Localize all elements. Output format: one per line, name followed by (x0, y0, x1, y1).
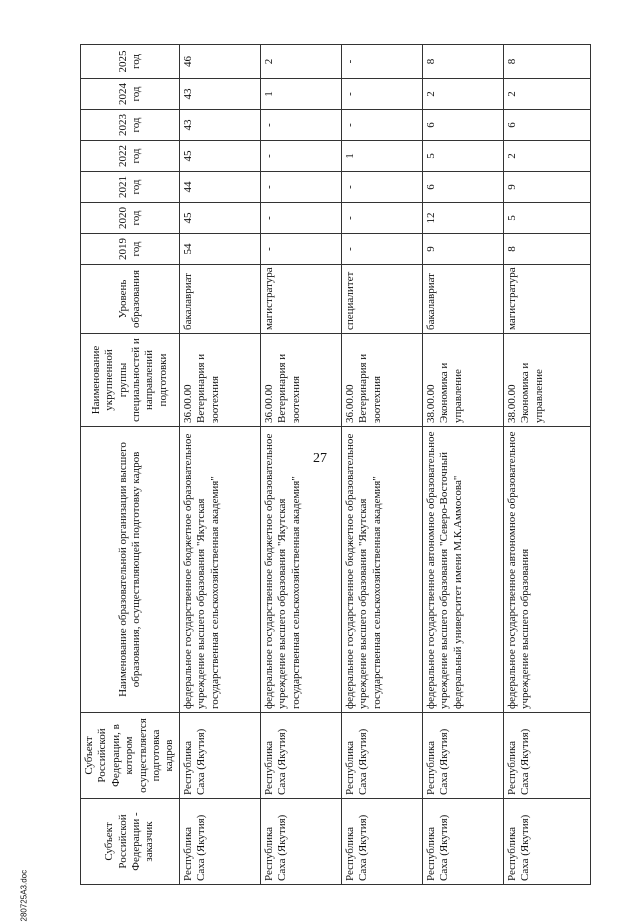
table-container (80, 45, 545, 885)
cell-customer-region: Республика Саха (Якутия) (179, 799, 260, 885)
header-year-2022: 2022 год (81, 141, 180, 172)
cell-2020: 45 (179, 203, 260, 234)
cell-2023: 6 (422, 110, 503, 141)
cell-2021: 9 (503, 172, 590, 203)
cell-2024: 2 (422, 79, 503, 110)
cell-2022: 1 (341, 141, 422, 172)
table-row (179, 45, 260, 885)
cell-2024: 2 (503, 79, 590, 110)
header-year-2019: 2019 год (81, 234, 180, 265)
cell-2022: 45 (179, 141, 260, 172)
cell-2024: 43 (179, 79, 260, 110)
table-row (341, 45, 422, 885)
document-filename: 280725A3.doc (19, 869, 29, 922)
cell-2024: 1 (260, 79, 341, 110)
header-year-2025: 2025 год (81, 45, 180, 79)
cell-education-level: бакалавриат (179, 265, 260, 334)
cell-2025: 2 (260, 45, 341, 79)
cell-2019: - (341, 234, 422, 265)
cell-organization: федеральное государственное бюджетное образовательное учреждение высшего образования "Якутская государственная сельскохозяйственная академия" (179, 427, 260, 713)
cell-2021: - (260, 172, 341, 203)
cell-specialty-group: 38.00.00 Экономика и управление (503, 334, 590, 427)
table-row (260, 45, 341, 885)
cell-2020: - (260, 203, 341, 234)
header-customer-region: Субъект Российской Федерации - заказчик (81, 799, 180, 885)
cell-education-level: магистратура (503, 265, 590, 334)
cell-customer-region: Республика Саха (Якутия) (422, 799, 503, 885)
cell-2019: - (260, 234, 341, 265)
cell-training-region: Республика Саха (Якутия) (179, 713, 260, 799)
table-row (503, 45, 590, 885)
table-header-row (81, 45, 180, 885)
cell-2019: 54 (179, 234, 260, 265)
table-row (422, 45, 503, 885)
cell-2021: - (341, 172, 422, 203)
cell-2020: 12 (422, 203, 503, 234)
header-specialty-group: Наименование укрупненной группы специальностей и направлений подготовки (81, 334, 180, 427)
training-quota-table (80, 44, 591, 885)
cell-education-level: бакалавриат (422, 265, 503, 334)
cell-organization: федеральное государственное автономное образовательное учреждение высшего образования "Северо-Восточный федеральный университет имени М.К.Аммосова" (422, 427, 503, 713)
header-year-2021: 2021 год (81, 172, 180, 203)
cell-education-level: магистратура (260, 265, 341, 334)
cell-2022: - (260, 141, 341, 172)
cell-organization: федеральное государственное автономное образовательное учреждение высшего образования (503, 427, 590, 713)
header-year-2020: 2020 год (81, 203, 180, 234)
cell-2020: - (341, 203, 422, 234)
header-training-region: Субъект Российской Федерации, в котором осуществляется подготовка кадров (81, 713, 180, 799)
cell-organization: федеральное государственное бюджетное образовательное учреждение высшего образования "Якутская государственная сельскохозяйственная академия" (341, 427, 422, 713)
cell-2025: 46 (179, 45, 260, 79)
cell-training-region: Республика Саха (Якутия) (503, 713, 590, 799)
header-year-2024: 2024 год (81, 79, 180, 110)
cell-2024: - (341, 79, 422, 110)
cell-specialty-group: 36.00.00 Ветеринария и зоотехния (341, 334, 422, 427)
cell-2023: 43 (179, 110, 260, 141)
header-education-level: Уровень образования (81, 265, 180, 334)
cell-2022: 2 (503, 141, 590, 172)
cell-training-region: Республика Саха (Якутия) (341, 713, 422, 799)
cell-2021: 6 (422, 172, 503, 203)
page-number: 27 (313, 451, 327, 466)
cell-2023: - (260, 110, 341, 141)
cell-2022: 5 (422, 141, 503, 172)
cell-education-level: специалитет (341, 265, 422, 334)
cell-2025: - (341, 45, 422, 79)
cell-2019: 9 (422, 234, 503, 265)
cell-specialty-group: 36.00.00 Ветеринария и зоотехния (179, 334, 260, 427)
cell-customer-region: Республика Саха (Якутия) (341, 799, 422, 885)
cell-2020: 5 (503, 203, 590, 234)
cell-2025: 8 (422, 45, 503, 79)
cell-2025: 8 (503, 45, 590, 79)
cell-2019: 8 (503, 234, 590, 265)
cell-training-region: Республика Саха (Якутия) (260, 713, 341, 799)
header-organization: Наименование образовательной организации высшего образования, осуществляющей подготовку кадров (81, 427, 180, 713)
cell-training-region: Республика Саха (Якутия) (422, 713, 503, 799)
cell-customer-region: Республика Саха (Якутия) (503, 799, 590, 885)
cell-organization: федеральное государственное бюджетное образовательное учреждение высшего образования "Якутская государственная сельскохозяйственная академия" (260, 427, 341, 713)
header-year-2023: 2023 год (81, 110, 180, 141)
cell-specialty-group: 38.00.00 Экономика и управление (422, 334, 503, 427)
cell-2023: - (341, 110, 422, 141)
cell-2021: 44 (179, 172, 260, 203)
cell-specialty-group: 36.00.00 Ветеринария и зоотехния (260, 334, 341, 427)
cell-customer-region: Республика Саха (Якутия) (260, 799, 341, 885)
cell-2023: 6 (503, 110, 590, 141)
